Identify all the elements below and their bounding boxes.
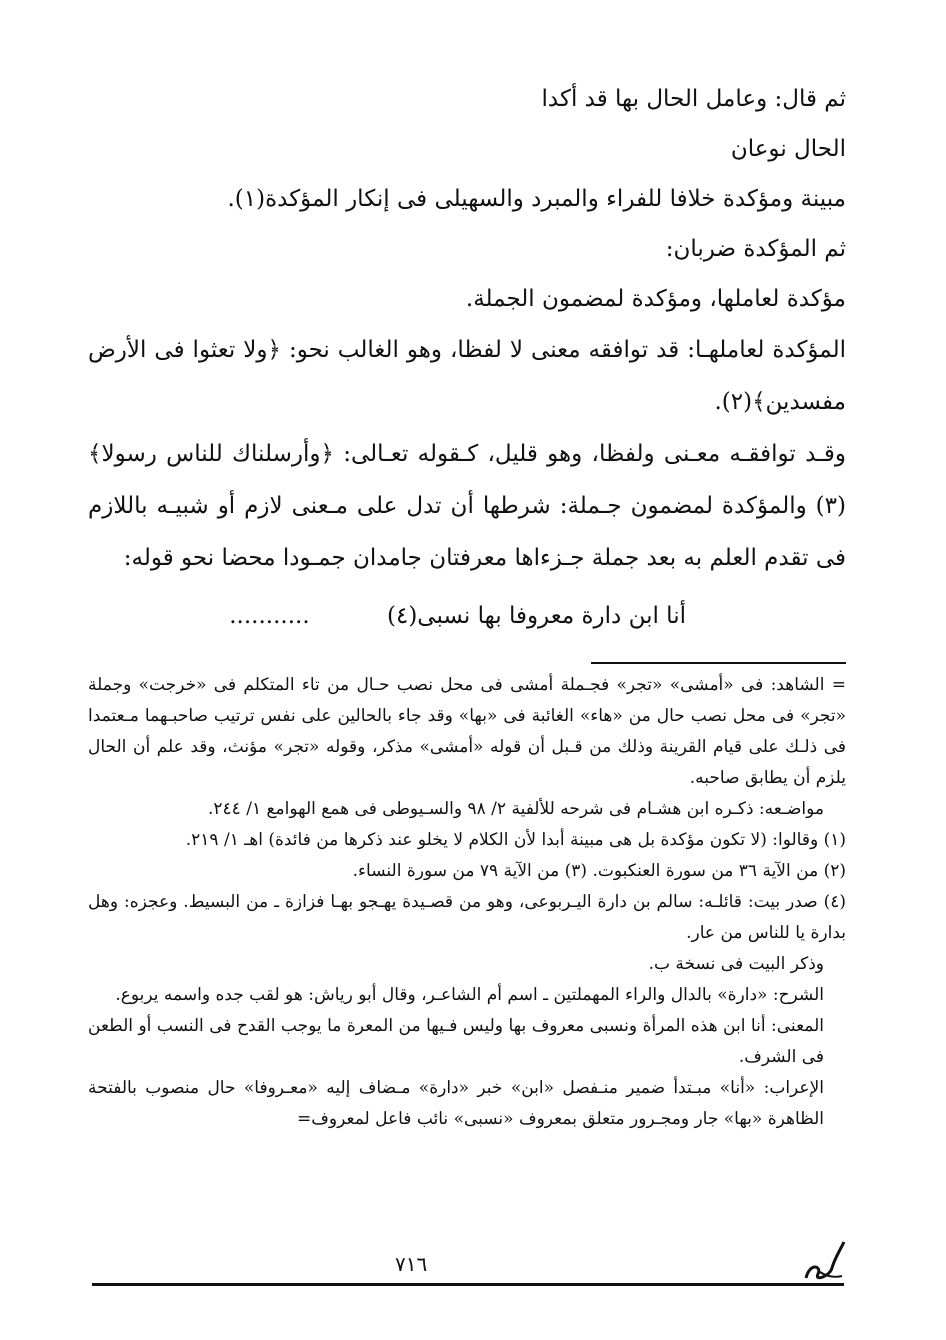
footnote-line: المعنى: أنا ابن هذه المرأة ونسبى معروف بها وليس فـيها من المعرة ما يوجب القدح فى النسب أو الطعن فى الشرف. [88,1016,824,1067]
footnote-2-3: (٢) من الآية ٣٦ من سورة العنكبوت. (٣) من الآية ٧٩ من سورة النساء. [352,861,846,881]
paragraph-2: الحال نوعان [730,136,846,162]
paragraph-3: مبينة ومؤكدة خلافا للفراء والمبرد والسهيلى فى إنكار المؤكدة(١). [227,186,846,212]
footnote-line: مواضـعه: ذكـره ابن هشـام فى شرحه للألفية ٢/ ٩٨ والسـيوطى فى همع الهوامع ١/ ٢٤٤. [207,799,824,819]
page-number: ٧١٦ [395,1252,428,1276]
footnote-separator [591,662,846,664]
bottom-rule [92,1283,844,1286]
verse-line [88,588,846,644]
footnote-line: = الشاهد: فى «أمشى» «تجر» فجـملة أمشى فى محل نصب حـال من تاء المتكلم فى «خرجت» وجملة «تجر» فى محل نصب حال من «هاء» الغائبة فى «بها» وقد جاء بالحالين على نفس ترتيب صاحبـهما مـعتمدا فى ذلـك على قيام القرينة وذلك من قـبل أن قوله «أمشى» مذكر، وقوله «تجر» مؤنث، وقد علم أن الحال يلزم أن يطابق صاحبه. [88,675,846,788]
main-text [88,74,846,644]
footnote-line: وذكر البيت فى نسخة ب. [648,954,824,974]
paragraph-6: المؤكدة لعاملهـا: قد توافقه معنى لا لفظا، وهو الغالب نحو: ﴿ولا تعثوا فى الأرض مفسدين﴾(٢). [88,337,846,415]
footnotes [88,670,846,1135]
page-body [88,70,846,644]
footnote-1: (١) وقالوا: (لا تكون مؤكدة بل هى مبينة أبدا لأن الكلام لا يخلو عند ذكرها من فائدة) اهـ ١/ ٢١٩. [185,830,846,850]
footnote-line: الشرح: «دارة» بالدال والراء المهملتين ـ اسم أم الشاعـر، وقال أبو رياش: هو لقب جده واسمه يربوع. [115,985,824,1005]
paragraph-7: وقـد توافقـه معـنى ولفظا، وهو قليل، كـقوله تعـالى: ﴿وأرسلناك للناس رسولا﴾(٣) والمؤكدة لمضمون جـملة: شرطها أن تدل على مـعنى لازم أو شبيـه باللازم فى تقدم العلم به بعد جملة جـزءاها معرفتان جامدان جمـودا محضا نحو قوله: [88,441,846,571]
footnote-line: الإعراب: «أنا» مبـتدأ ضمير منـفصل «ابن» خبر «دارة» مـضاف إليه «معـروفا» حال منصوب بالفتحة الظاهرة «بها» جار ومجـرور متعلق بمعروف «نسبى» نائب فاعل لمعروف= [88,1078,824,1129]
paragraph-4: ثم المؤكدة ضربان: [665,236,846,262]
footnote-4: (٤) صدر بيت: قائلـه: سالم بن دارة اليـربوعى، وهو من قصـيدة يهـجو بهـا فزازة ـ من البسيط. وعجزه: وهل بدارة يا للناس من عار. [88,892,846,943]
paragraph-1: ثم قال: وعامل الحال بها قد أكدا [541,86,846,112]
publisher-logo-icon [800,1232,848,1284]
verse-dots: ........... [229,603,310,629]
paragraph-5: مؤكدة لعاملها، ومؤكدة لمضمون الجملة. [465,286,846,312]
verse-text: أنا ابن دارة معروفا بها نسبى(٤) [386,603,686,629]
